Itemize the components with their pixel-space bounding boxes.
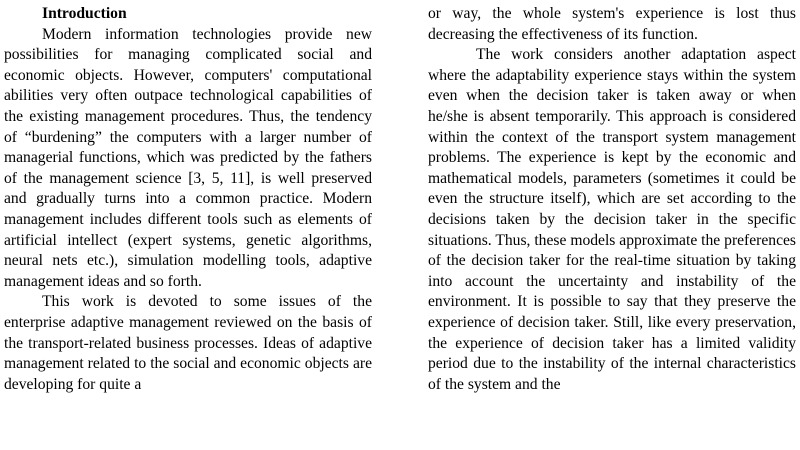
paragraph: Modern information technologies provide new possibilities for managing complicated social and economic objects. However, computers' computational abilities very often outpace technological capabilities of the existing management procedures. Thus, the tendency of “burdening” the computers with a larger number of managerial functions, which was predicted by the fathers of the management science [3, 5, 11], is well preserved and gradually turns into a common practice. Modern management includes different tools such as elements of artificial intellect (expert systems, genetic algorithms, neural nets etc.), simulation modelling tools, adaptive management ideas and so forth. — [4, 25, 372, 290]
section-heading: Introduction — [42, 5, 127, 22]
left-column — [4, 4, 372, 395]
paragraph: This work is devoted to some issues of the enterprise adaptive management reviewed on the basis of the transport-related business processes. Ideas of adaptive management related to the social and economic objects are developing for quite a — [4, 293, 372, 393]
right-column — [428, 4, 796, 395]
paragraph: The work considers another adaptation aspect where the adaptability experience stays within the system even when the decision taker is taken away or when he/she is absent temporarily. This approach is considered within the context of the transport system management problems. The experience is kept by the economic and mathematical models, parameters (sometimes it could be even the structure itself), which are set according to the decisions taken by the decision taker in the specific situations. Thus, these models approximate the preferences of the decision taker for the real-time situation by taking into account the uncertainty and instability of the environment. It is possible to say that they preserve the experience of decision taker. Still, like every preservation, the experience of decision taker has a limited validity period due to the instability of the internal characteristics of the system and the — [428, 46, 796, 393]
paragraph-continued: or way, the whole system's experience is lost thus decreasing the effectiveness of its function. — [428, 5, 796, 43]
